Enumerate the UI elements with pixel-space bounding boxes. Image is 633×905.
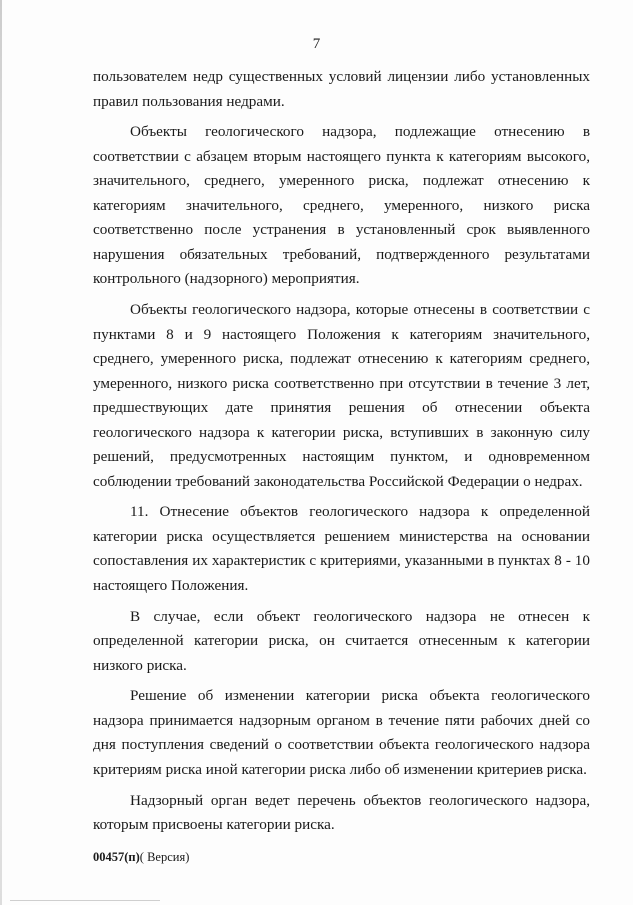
paragraph-risk-downgrade-after-fix: Объекты геологического надзора, подлежащие отнесению в соответствии с абзацем вторым настоящего пункта к категориям высокого, значительного, среднего, умеренного риска, подлежат отнесению к категориям значительного, среднего, умеренного, низкого риска соответственно после устранения в установленный срок выявленного нарушения обязательных требований, подтвержденного результатами контрольного (надзорного) мероприятия.	[93, 123, 590, 288]
paragraph-risk-change-decision: Решение об изменении категории риска объекта геологического надзора принимается надзорным органом в течение пяти рабочих дней со дня поступления сведений о соответствии объекта геологического надзора критериям риска иной категории риска либо об изменении критериев риска.	[93, 687, 590, 778]
paragraph-risk-list: Надзорный орган ведет перечень объектов геологического надзора, которым присвоены категории риска.	[93, 791, 590, 834]
paragraph-risk-downgrade-3-years: Объекты геологического надзора, которые отнесены в соответствии с пунктами 8 и 9 настоящего Положения к категориям значительного, среднего, умеренного риска, подлежат отнесению к категориям среднего, умеренного, низкого риска соответственно при отсутствии в течение 3 лет, предшествующих дате принятия решения об отнесении объекта геологического надзора к категории риска, вступивших в законную силу решений, предусмотренных настоящим пунктом, и одновременном соблюдении требований законодательства Российской Федерации о недрах.	[93, 301, 590, 490]
scan-edge-shadow	[0, 0, 2, 905]
document-body	[93, 65, 590, 844]
footer-version: ( Версия)	[139, 850, 190, 864]
footer-code: 00457(п)	[93, 850, 140, 864]
scan-artifact-line	[10, 900, 160, 901]
paragraph-default-low-risk: В случае, если объект геологического надзора не отнесен к определенной категории риска, он считается отнесенным к категории низкого риска.	[93, 607, 590, 674]
paragraph-item-11: 11. Отнесение объектов геологического надзора к определенной категории риска осуществляется решением министерства на основании сопоставления их характеристик с критериями, указанными в пунктах 8 - 10 настоящего Положения.	[93, 503, 590, 594]
document-footer-code	[93, 850, 189, 865]
paragraph-continuation: пользователем недр существенных условий лицензии либо установленных правил пользования недрами.	[93, 68, 590, 110]
page-number: 7	[312, 36, 321, 52]
